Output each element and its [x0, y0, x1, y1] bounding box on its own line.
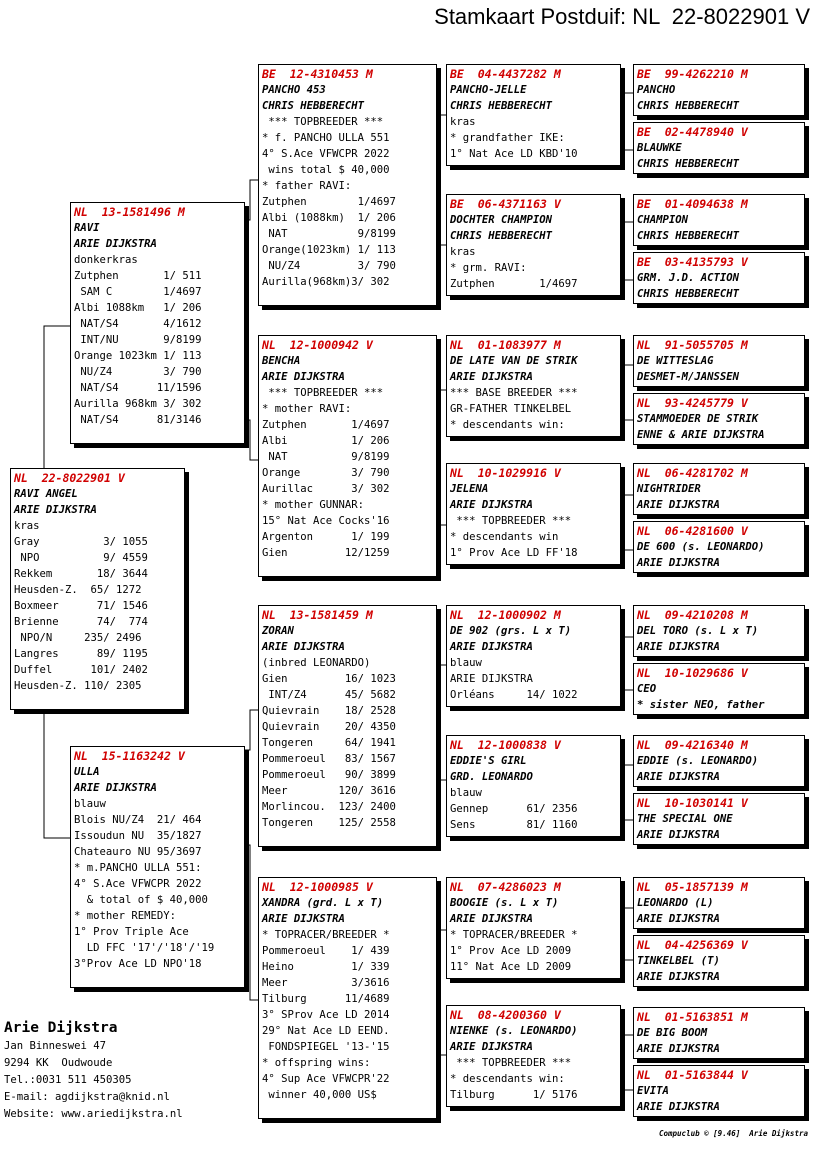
- pigeon-info-line: Pommeroeul 1/ 439: [262, 945, 390, 957]
- pigeon-info-line: Heino 1/ 339: [262, 961, 390, 973]
- pigeon-info-line: blauw: [450, 787, 482, 799]
- pigeon-name-line: DE LATE VAN DE STRIK: [450, 355, 578, 367]
- pigeon-card: [633, 521, 805, 573]
- pigeon-name-line: ARIE DIJKSTRA: [450, 499, 533, 511]
- pigeon-info-line: Heusden-Z. 110/ 2305: [14, 680, 142, 692]
- pigeon-info-line: * offspring wins:: [262, 1057, 371, 1069]
- pigeon-name-line: ARIE DIJKSTRA: [262, 641, 345, 653]
- pigeon-info-line: NAT/S4 11/1596: [74, 382, 202, 394]
- pigeon-info-line: Duffel 101/ 2402: [14, 664, 148, 676]
- pigeon-info-line: Boxmeer 71/ 1546: [14, 600, 148, 612]
- pigeon-info-line: * mother GUNNAR:: [262, 499, 365, 511]
- pigeon-info-line: 4° S.Ace VFWCPR 2022: [74, 878, 202, 890]
- pigeon-card: [633, 1007, 805, 1059]
- pigeon-name-line: ARIE DIJKSTRA: [637, 771, 720, 783]
- pigeon-name-line: ARIE DIJKSTRA: [637, 641, 720, 653]
- pigeon-name-line: ARIE DIJKSTRA: [262, 913, 345, 925]
- pigeon-info-line: *** TOPBREEDER ***: [262, 116, 384, 128]
- ring-number: NL 12-1000985 V: [262, 880, 373, 894]
- pigeon-info-line: SAM C 1/4697: [74, 286, 202, 298]
- pigeon-name-line: EDDIE'S GIRL: [450, 755, 527, 767]
- pigeon-info-line: 3° SProv Ace LD 2014: [262, 1009, 390, 1021]
- pigeon-info-line: Tilburg 1/ 5176: [450, 1089, 578, 1101]
- pigeon-info-line: * grm. RAVI:: [450, 262, 527, 274]
- pigeon-card: [633, 1065, 805, 1117]
- pigeon-info-line: Zutphen 1/4697: [262, 419, 390, 431]
- pigeon-info-line: Argenton 1/ 199: [262, 531, 390, 543]
- pigeon-name-line: GRM. J.D. ACTION: [637, 272, 740, 284]
- pigeon-info-line: wins total $ 40,000: [262, 164, 390, 176]
- pigeon-info-line: * mother RAVI:: [262, 403, 352, 415]
- ring-number: NL 91-5055705 M: [637, 338, 748, 352]
- pigeon-info-line: NU/Z4 3/ 790: [262, 260, 396, 272]
- pigeon-name-line: BOOGIE (s. L x T): [450, 897, 559, 909]
- ring-number: NL 06-4281702 M: [637, 466, 748, 480]
- pigeon-card: [258, 64, 437, 306]
- pigeon-info-line: Pommeroeul 83/ 1567: [262, 753, 396, 765]
- pigeon-info-line: Morlincou. 123/ 2400: [262, 801, 396, 813]
- ring-number: NL 12-1000902 M: [450, 608, 561, 622]
- pigeon-info-line: GR-FATHER TINKELBEL: [450, 403, 572, 415]
- owner-website: Website: www.ariedijkstra.nl: [4, 1108, 183, 1120]
- pigeon-name-line: ENNE & ARIE DIJKSTRA: [637, 429, 765, 441]
- pigeon-card: [258, 335, 437, 577]
- pigeon-name-line: ARIE DIJKSTRA: [450, 1041, 533, 1053]
- pigeon-name-line: EDDIE (s. LEONARDO): [637, 755, 759, 767]
- pigeon-card: [70, 746, 245, 988]
- pigeon-name-line: ARIE DIJKSTRA: [450, 641, 533, 653]
- pigeon-card: [10, 468, 185, 710]
- owner-email: E-mail: agdijkstra@knid.nl: [4, 1091, 170, 1103]
- pigeon-card: [633, 935, 805, 987]
- pigeon-card: [446, 463, 621, 565]
- pigeon-info-line: (inbred LEONARDO): [262, 657, 371, 669]
- pigeon-card: [633, 605, 805, 657]
- pigeon-name-line: DE 902 (grs. L x T): [450, 625, 572, 637]
- pigeon-name-line: CHAMPION: [637, 214, 689, 226]
- ring-number: NL 12-1000838 V: [450, 738, 561, 752]
- ring-number: NL 13-1581496 M: [74, 205, 185, 219]
- pigeon-name-line: BENCHA: [262, 355, 301, 367]
- pigeon-card: [446, 194, 621, 296]
- ring-number: NL 06-4281600 V: [637, 524, 748, 538]
- pigeon-card: [633, 463, 805, 515]
- pigeon-info-line: kras: [14, 520, 40, 532]
- pigeon-card: [258, 605, 437, 847]
- pigeon-info-line: Tongeren 125/ 2558: [262, 817, 396, 829]
- pigeon-name-line: ULLA: [74, 766, 100, 778]
- pigeon-info-line: blauw: [74, 798, 106, 810]
- pigeon-name-line: PANCHO-JELLE: [450, 84, 527, 96]
- pigeon-info-line: Albi 1/ 206: [262, 435, 390, 447]
- pigeon-info-line: ARIE DIJKSTRA: [450, 673, 533, 685]
- pigeon-info-line: * f. PANCHO ULLA 551: [262, 132, 390, 144]
- pigeon-info-line: NPO/N 235/ 2496: [14, 632, 142, 644]
- pigeon-info-line: Issoudun NU 35/1827: [74, 830, 202, 842]
- pigeon-info-line: INT/Z4 45/ 5682: [262, 689, 396, 701]
- pigeon-info-line: winner 40,000 US$: [262, 1089, 377, 1101]
- pigeon-info-line: 11° Nat Ace LD 2009: [450, 961, 572, 973]
- pigeon-name-line: ARIE DIJKSTRA: [262, 371, 345, 383]
- owner-postcode: 9294 KK Oudwoude: [4, 1057, 113, 1069]
- pigeon-info-line: * m.PANCHO ULLA 551:: [74, 862, 202, 874]
- pigeon-name-line: CHRIS HEBBERECHT: [450, 100, 553, 112]
- pigeon-name-line: JELENA: [450, 483, 489, 495]
- pigeon-name-line: DESMET-M/JANSSEN: [637, 371, 740, 383]
- pigeon-info-line: 1° Nat Ace LD KBD'10: [450, 148, 578, 160]
- ring-number: BE 06-4371163 V: [450, 197, 561, 211]
- pigeon-info-line: * grandfather IKE:: [450, 132, 565, 144]
- pigeon-info-line: Albi (1088km) 1/ 206: [262, 212, 396, 224]
- pigeon-info-line: Aurillac 3/ 302: [262, 483, 390, 495]
- pigeon-info-line: kras: [450, 116, 476, 128]
- pigeon-info-line: 4° Sup Ace VFWCPR'22: [262, 1073, 390, 1085]
- ring-number: NL 13-1581459 M: [262, 608, 373, 622]
- pigeon-name-line: THE SPECIAL ONE: [637, 813, 733, 825]
- pigeon-name-line: CHRIS HEBBERECHT: [262, 100, 365, 112]
- pigeon-card: [446, 1005, 621, 1107]
- pigeon-info-line: Quievrain 18/ 2528: [262, 705, 396, 717]
- ring-number: NL 22-8022901 V: [14, 471, 125, 485]
- footer-credit: Compuclub © [9.46] Arie Dijkstra: [658, 1129, 808, 1138]
- pigeon-name-line: DE WITTESLAG: [637, 355, 714, 367]
- pigeon-info-line: Meer 3/3616: [262, 977, 390, 989]
- pigeon-info-line: Orléans 14/ 1022: [450, 689, 578, 701]
- pigeon-info-line: 3°Prov Ace LD NPO'18: [74, 958, 202, 970]
- pigeon-info-line: Langres 89/ 1195: [14, 648, 148, 660]
- pigeon-info-line: NAT/S4 4/1612: [74, 318, 202, 330]
- pigeon-info-line: FONDSPIEGEL '13-'15: [262, 1041, 390, 1053]
- pigeon-info-line: Tilburg 11/4689: [262, 993, 390, 1005]
- pigeon-info-line: Gray 3/ 1055: [14, 536, 148, 548]
- pigeon-name-line: ARIE DIJKSTRA: [14, 504, 97, 516]
- owner-address: Jan Binneswei 47: [4, 1040, 107, 1052]
- pigeon-info-line: *** BASE BREEDER ***: [450, 387, 578, 399]
- pigeon-info-line: 15° Nat Ace Cocks'16: [262, 515, 390, 527]
- pigeon-info-line: Aurilla(968km)3/ 302: [262, 276, 390, 288]
- pigeon-card: [633, 194, 805, 246]
- pigeon-info-line: Pommeroeul 90/ 3899: [262, 769, 396, 781]
- pigeon-name-line: PANCHO: [637, 84, 676, 96]
- pigeon-info-line: Zutphen 1/ 511: [74, 270, 202, 282]
- ring-number: NL 15-1163242 V: [74, 749, 185, 763]
- pigeon-name-line: DE 600 (s. LEONARDO): [637, 541, 765, 553]
- pigeon-info-line: NAT/S4 81/3146: [74, 414, 202, 426]
- pigeon-name-line: CHRIS HEBBERECHT: [637, 288, 740, 300]
- pigeon-info-line: *** TOPBREEDER ***: [450, 515, 572, 527]
- ring-number: NL 10-1030141 V: [637, 796, 748, 810]
- ring-number: BE 04-4437282 M: [450, 67, 561, 81]
- pigeon-card: [258, 877, 437, 1119]
- pigeon-info-line: Meer 120/ 3616: [262, 785, 396, 797]
- pigeon-name-line: ARIE DIJKSTRA: [637, 971, 720, 983]
- pigeon-name-line: DOCHTER CHAMPION: [450, 214, 553, 226]
- pigeon-info-line: Chateauro NU 95/3697: [74, 846, 202, 858]
- pigeon-info-line: Tongeren 64/ 1941: [262, 737, 396, 749]
- ring-number: NL 93-4245779 V: [637, 396, 748, 410]
- pigeon-info-line: Orange 1023km 1/ 113: [74, 350, 202, 362]
- pigeon-card: [446, 735, 621, 837]
- pigeon-card: [70, 202, 245, 444]
- pigeon-info-line: Albi 1088km 1/ 206: [74, 302, 202, 314]
- pigeon-info-line: Gien 16/ 1023: [262, 673, 396, 685]
- pigeon-info-line: blauw: [450, 657, 482, 669]
- pigeon-info-line: Gennep 61/ 2356: [450, 803, 578, 815]
- pigeon-info-line: NU/Z4 3/ 790: [74, 366, 202, 378]
- ring-number: NL 01-5163851 M: [637, 1010, 748, 1024]
- pigeon-info-line: Sens 81/ 1160: [450, 819, 578, 831]
- pigeon-name-line: PANCHO 453: [262, 84, 326, 96]
- pigeon-info-line: Heusden-Z. 65/ 1272: [14, 584, 142, 596]
- ring-number: NL 09-4216340 M: [637, 738, 748, 752]
- pigeon-info-line: *** TOPBREEDER ***: [262, 387, 384, 399]
- pigeon-name-line: DE BIG BOOM: [637, 1027, 708, 1039]
- pigeon-info-line: Aurilla 968km 3/ 302: [74, 398, 202, 410]
- ring-number: NL 10-1029916 V: [450, 466, 561, 480]
- pigeon-info-line: Blois NU/Z4 21/ 464: [74, 814, 202, 826]
- owner-block: [4, 1018, 183, 1123]
- pigeon-name-line: ARIE DIJKSTRA: [637, 1043, 720, 1055]
- pigeon-info-line: * TOPRACER/BREEDER *: [262, 929, 390, 941]
- pigeon-info-line: kras: [450, 246, 476, 258]
- pigeon-info-line: & total of $ 40,000: [74, 894, 208, 906]
- pigeon-card: [633, 252, 805, 304]
- pigeon-card: [446, 335, 621, 437]
- ring-number: BE 99-4262210 M: [637, 67, 748, 81]
- pigeon-info-line: * TOPRACER/BREEDER *: [450, 929, 578, 941]
- ring-number: NL 08-4200360 V: [450, 1008, 561, 1022]
- pigeon-name-line: RAVI: [74, 222, 100, 234]
- pigeon-info-line: * descendants win:: [450, 1073, 565, 1085]
- pigeon-name-line: ARIE DIJKSTRA: [74, 782, 157, 794]
- pigeon-name-line: ARIE DIJKSTRA: [637, 913, 720, 925]
- ring-number: NL 05-1857139 M: [637, 880, 748, 894]
- pigeon-name-line: ARIE DIJKSTRA: [637, 1101, 720, 1113]
- owner-name: Arie Dijkstra: [4, 1020, 118, 1036]
- pigeon-name-line: NIGHTRIDER: [637, 483, 701, 495]
- pigeon-name-line: * sister NEO, father: [637, 699, 765, 711]
- pigeon-info-line: Zutphen 1/4697: [450, 278, 578, 290]
- pigeon-card: [633, 735, 805, 787]
- pigeon-name-line: CEO: [637, 683, 657, 695]
- pigeon-name-line: ARIE DIJKSTRA: [637, 557, 720, 569]
- pigeon-name-line: BLAUWKE: [637, 142, 682, 154]
- pigeon-name-line: EVITA: [637, 1085, 669, 1097]
- ring-number: NL 01-5163844 V: [637, 1068, 748, 1082]
- pigeon-info-line: Orange 3/ 790: [262, 467, 390, 479]
- pigeon-name-line: LEONARDO (L): [637, 897, 714, 909]
- pigeon-name-line: RAVI ANGEL: [14, 488, 78, 500]
- pigeon-info-line: NAT 9/8199: [262, 451, 390, 463]
- pigeon-card: [633, 122, 805, 174]
- pigeon-card: [446, 605, 621, 707]
- pigeon-name-line: CHRIS HEBBERECHT: [450, 230, 553, 242]
- owner-phone: Tel.:0031 511 450305: [4, 1074, 132, 1086]
- ring-number: NL 09-4210208 M: [637, 608, 748, 622]
- pigeon-card: [446, 64, 621, 166]
- pigeon-name-line: ARIE DIJKSTRA: [637, 499, 720, 511]
- pigeon-card: [633, 877, 805, 929]
- pigeon-info-line: 1° Prov Triple Ace: [74, 926, 189, 938]
- pigeon-name-line: ARIE DIJKSTRA: [637, 829, 720, 841]
- pigeon-name-line: TINKELBEL (T): [637, 955, 720, 967]
- pigeon-info-line: LD FFC '17'/'18'/'19: [74, 942, 215, 954]
- pigeon-card: [633, 64, 805, 116]
- ring-number: NL 10-1029686 V: [637, 666, 748, 680]
- pigeon-name-line: CHRIS HEBBERECHT: [637, 158, 740, 170]
- pigeon-name-line: CHRIS HEBBERECHT: [637, 230, 740, 242]
- ring-number: BE 03-4135793 V: [637, 255, 748, 269]
- pigeon-info-line: * father RAVI:: [262, 180, 352, 192]
- pigeon-info-line: 1° Prov Ace LD FF'18: [450, 547, 578, 559]
- pigeon-name-line: ARIE DIJKSTRA: [74, 238, 157, 250]
- pigeon-info-line: Orange(1023km) 1/ 113: [262, 244, 396, 256]
- pigeon-info-line: NPO 9/ 4559: [14, 552, 148, 564]
- pigeon-info-line: 4° S.Ace VFWCPR 2022: [262, 148, 390, 160]
- ring-number: BE 01-4094638 M: [637, 197, 748, 211]
- pigeon-info-line: NAT 9/8199: [262, 228, 396, 240]
- pigeon-name-line: ARIE DIJKSTRA: [450, 913, 533, 925]
- ring-number: NL 01-1083977 M: [450, 338, 561, 352]
- pigeon-name-line: CHRIS HEBBERECHT: [637, 100, 740, 112]
- pigeon-info-line: *** TOPBREEDER ***: [450, 1057, 572, 1069]
- pigeon-info-line: * descendants win: [450, 531, 559, 543]
- pigeon-card: [446, 877, 621, 979]
- pigeon-info-line: Zutphen 1/4697: [262, 196, 396, 208]
- pigeon-info-line: 29° Nat Ace LD EEND.: [262, 1025, 390, 1037]
- pigeon-card: [633, 793, 805, 845]
- pigeon-info-line: donkerkras: [74, 254, 138, 266]
- pigeon-name-line: NIENKE (s. LEONARDO): [450, 1025, 578, 1037]
- ring-number: NL 07-4286023 M: [450, 880, 561, 894]
- pigeon-card: [633, 335, 805, 387]
- pigeon-card: [633, 663, 805, 715]
- ring-number: BE 02-4478940 V: [637, 125, 748, 139]
- pigeon-card: [633, 393, 805, 445]
- pigeon-name-line: DEL TORO (s. L x T): [637, 625, 759, 637]
- page-title: Stamkaart Postduif: NL 22-8022901 V: [434, 4, 810, 29]
- ring-number: NL 12-1000942 V: [262, 338, 373, 352]
- pigeon-info-line: Rekkem 18/ 3644: [14, 568, 148, 580]
- pigeon-info-line: 1° Prov Ace LD 2009: [450, 945, 572, 957]
- pigeon-name-line: STAMMOEDER DE STRIK: [637, 413, 759, 425]
- pigeon-name-line: ARIE DIJKSTRA: [450, 371, 533, 383]
- pigeon-name-line: XANDRA (grd. L x T): [262, 897, 384, 909]
- pigeon-info-line: Quievrain 20/ 4350: [262, 721, 396, 733]
- ring-number: NL 04-4256369 V: [637, 938, 748, 952]
- pigeon-info-line: * descendants win:: [450, 419, 565, 431]
- pigeon-name-line: GRD. LEONARDO: [450, 771, 533, 783]
- pigeon-info-line: * mother REMEDY:: [74, 910, 177, 922]
- pigeon-info-line: INT/NU 9/8199: [74, 334, 202, 346]
- pigeon-info-line: Brienne 74/ 774: [14, 616, 148, 628]
- pigeon-info-line: Gien 12/1259: [262, 547, 390, 559]
- pigeon-name-line: ZORAN: [262, 625, 294, 637]
- ring-number: BE 12-4310453 M: [262, 67, 373, 81]
